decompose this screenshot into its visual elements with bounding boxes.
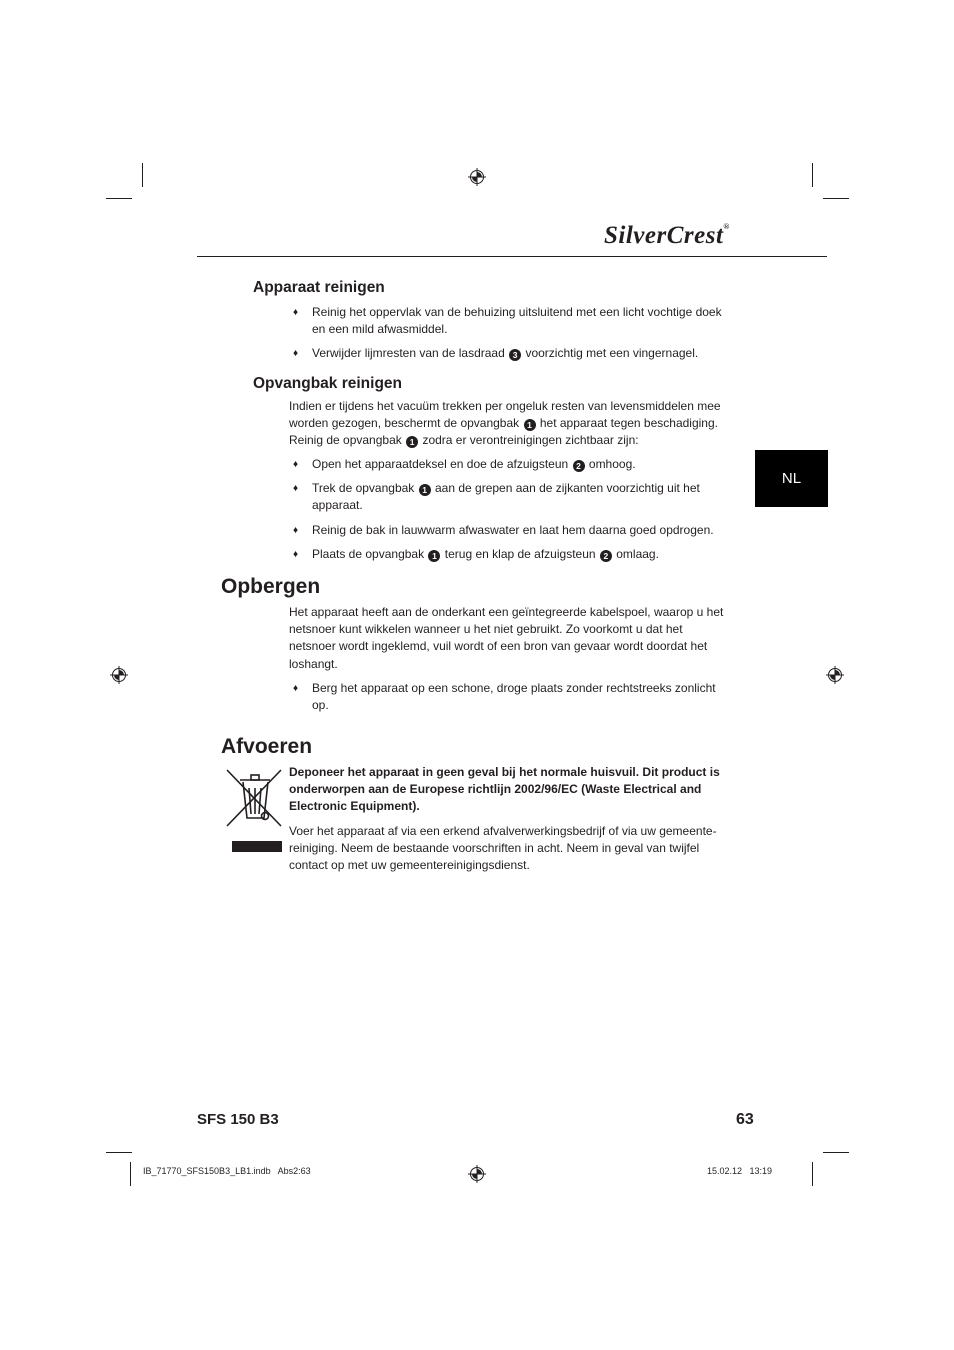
registration-mark-icon: [468, 168, 486, 186]
header-rule: [197, 256, 827, 257]
list-item: ♦ Reinig de bak in lauwwarm afwaswater en laat hem daarna goed opdrogen.: [293, 522, 733, 539]
crop-mark: [142, 163, 143, 187]
chapter-heading: Afvoeren: [221, 735, 313, 758]
crop-mark: [130, 1162, 131, 1186]
language-tab: NL: [755, 450, 828, 507]
part-number-badge: 1: [419, 484, 431, 496]
registration-mark-icon: [468, 1165, 486, 1183]
list-item: ♦ Open het apparaatdeksel en doe de afzuigsteun 2 omhoog.: [293, 456, 733, 473]
part-number-badge: 3: [509, 349, 521, 361]
file-slug: IB_71770_SFS150B3_LB1.indb Abs2:63: [143, 1166, 311, 1176]
crop-mark: [823, 1152, 849, 1153]
model-number: SFS 150 B3: [197, 1111, 279, 1128]
diamond-bullet-icon: ♦: [293, 348, 299, 359]
part-number-badge: 1: [428, 550, 440, 562]
diamond-bullet-icon: ♦: [293, 483, 299, 494]
registration-mark-icon: [110, 666, 128, 684]
diamond-bullet-icon: ♦: [293, 307, 299, 318]
paragraph: Het apparaat heeft aan de onderkant een geïntegreerde kabelspoel, waarop u het netsnoer kunt wikkelen wanneer u het niet gebruikt. Zo voorkomt u dat het netsnoer wordt ingeklemd, vuil wordt of een bron van gevaar wordt doordat het loshangt.: [289, 605, 724, 671]
chapter-heading: Opbergen: [221, 575, 321, 598]
diamond-bullet-icon: ♦: [293, 459, 299, 470]
list-item: ♦ Berg het apparaat op een schone, droge plaats zonder rechtstreeks zonlicht op.: [293, 681, 716, 713]
diamond-bullet-icon: ♦: [293, 683, 299, 694]
part-number-badge: 1: [524, 419, 536, 431]
crop-mark: [812, 1162, 813, 1186]
section-heading: Apparaat reinigen: [253, 279, 385, 296]
diamond-bullet-icon: ♦: [293, 549, 299, 560]
list-item: ♦ Trek de opvangbak 1 aan de grepen aan de zijkanten voorzichtig uit het apparaat.: [293, 481, 700, 513]
crop-mark: [823, 198, 849, 199]
date-slug: 15.02.12 13:19: [707, 1166, 773, 1176]
crop-mark: [812, 163, 813, 187]
paragraph: Voer het apparaat af via een erkend afvalverwerkingsbedrijf of via uw gemeente-reiniging. Neem de bestaande voorschriften in acht. Neem in geval van twijfel contact op met uw gemeentereinigingsdienst.: [289, 824, 717, 873]
part-number-badge: 2: [600, 550, 612, 562]
weee-crossed-bin-icon: [224, 766, 284, 854]
paragraph: Indien er tijdens het vacuüm trekken per ongeluk resten van levensmiddelen mee worden gezogen, beschermt de opvangbak 1 het apparaat tegen beschadiging. Reinig de opvangbak 1 zodra er verontreinigingen zichtbaar zijn:: [289, 399, 721, 448]
section-heading: Opvangbak reinigen: [253, 375, 403, 392]
paragraph-bold: Deponeer het apparaat in geen geval bij het normale huisvuil. Dit product is onderworpen aan de Europese richtlijn 2002/96/EC (Waste Electrical and Electronic Equipment).: [289, 765, 720, 814]
page-number: 63: [736, 1111, 754, 1128]
brand-logo: SilverCrest®: [604, 222, 730, 249]
part-number-badge: 2: [573, 460, 585, 472]
part-number-badge: 1: [406, 436, 418, 448]
crop-mark: [106, 198, 132, 199]
crop-mark: [106, 1152, 132, 1153]
list-item: ♦ Reinig het oppervlak van de behuizing uitsluitend met een licht vochtige doek en een mild afwasmiddel.: [293, 305, 722, 337]
registration-mark-icon: [826, 666, 844, 684]
diamond-bullet-icon: ♦: [293, 525, 299, 536]
list-item: ♦ Verwijder lijmresten van de lasdraad 3 voorzichtig met een vingernagel.: [293, 345, 733, 362]
list-item: ♦ Plaats de opvangbak 1 terug en klap de afzuigsteun 2 omlaag.: [293, 546, 733, 563]
